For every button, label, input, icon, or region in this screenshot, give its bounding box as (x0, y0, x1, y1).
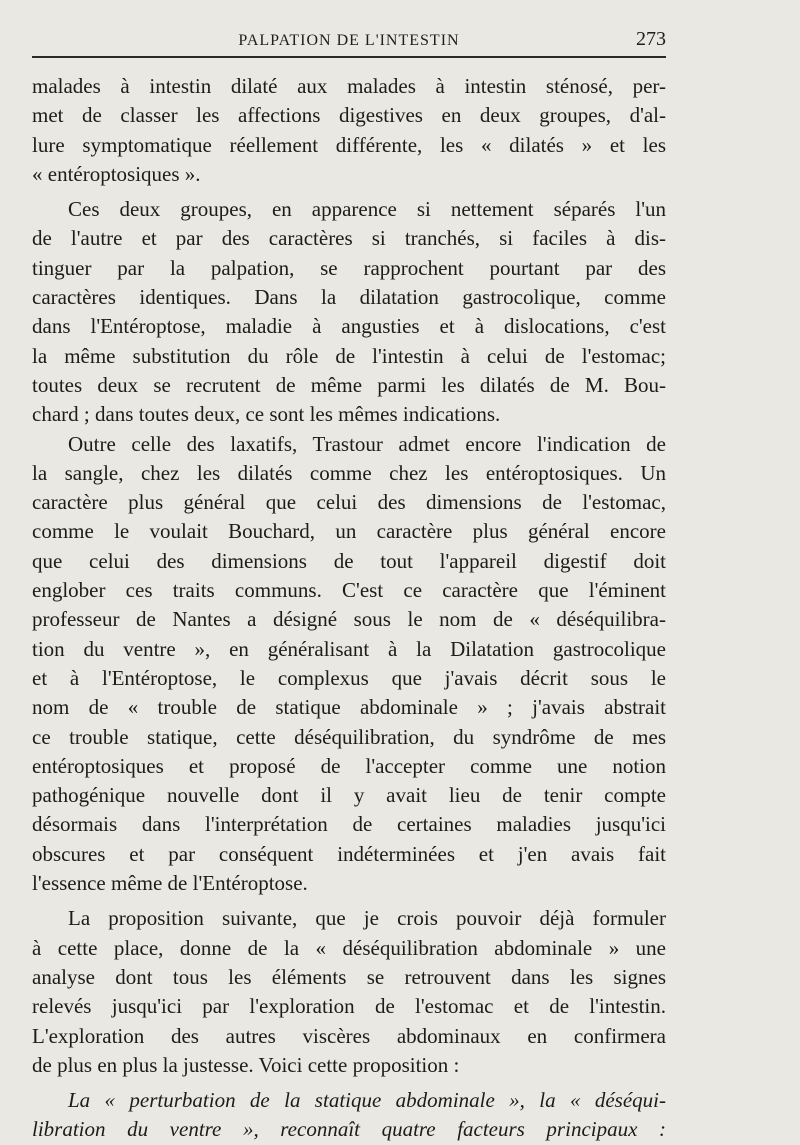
text-line: à cette place, donne de la « déséquilibration abdominale » une (32, 935, 666, 960)
header-rule (32, 56, 666, 58)
text-line: de l'autre et par des caractères si tranchés, si faciles à dis- (32, 226, 666, 251)
page-number: 273 (636, 28, 666, 50)
text-line: l'essence même de l'Entéroptose. (32, 871, 308, 896)
text-line: ce trouble statique, cette déséquilibration, du syndrôme de mes (32, 724, 666, 749)
text-line: de plus en plus la justesse. Voici cette proposition : (32, 1052, 460, 1077)
paragraph (32, 72, 666, 189)
text-line: toutes deux se recrutent de même parmi les dilatés de M. Bou- (32, 372, 666, 397)
text-line: que celui des dimensions de tout l'appareil digestif doit (32, 548, 666, 573)
text-line: comme le voulait Bouchard, un caractère plus général encore (32, 519, 666, 544)
text-line: nom de « trouble de statique abdominale » ; j'avais abstrait (32, 695, 666, 720)
text-line: pathogénique nouvelle dont il y avait lieu de tenir compte (32, 783, 666, 808)
paragraph (32, 195, 666, 429)
running-head (32, 26, 666, 56)
paragraph (32, 430, 666, 899)
text-line: libration du ventre », reconnaît quatre facteurs principaux : (32, 1117, 666, 1142)
text-line: Ces deux groupes, en apparence si nettement séparés l'un (68, 197, 666, 222)
text-line: la même substitution du rôle de l'intestin à celui de l'estomac; (32, 343, 666, 368)
text-line: « entéroptosiques ». (32, 161, 201, 186)
text-line: La « perturbation de la statique abdominale », la « déséqui- (68, 1088, 666, 1113)
paragraph (32, 904, 666, 1080)
text-line: L'exploration des autres viscères abdominaux en confirmera (32, 1023, 666, 1048)
text-line: obscures et par conséquent indéterminées et j'en avais fait (32, 841, 666, 866)
text-line: dans l'Entéroptose, maladie à angusties et à dislocations, c'est (32, 314, 666, 339)
text-line: analyse dont tous les éléments se retrouvent dans les signes (32, 964, 666, 989)
text-line: entéroptosiques et proposé de l'accepter comme une notion (32, 753, 666, 778)
text-line: Outre celle des laxatifs, Trastour admet encore l'indication de (68, 431, 666, 456)
text-line: englober ces traits communs. C'est ce caractère que l'éminent (32, 578, 666, 603)
text-line: désormais dans l'interprétation de certaines maladies jusqu'ici (32, 812, 666, 837)
body-text (32, 72, 666, 1145)
text-line: caractères identiques. Dans la dilatation gastrocolique, comme (32, 285, 666, 310)
text-line: tinguer par la palpation, se rapprochent pourtant par des (32, 255, 666, 280)
paragraph-italic (32, 1086, 666, 1145)
text-line: relevés jusqu'ici par l'exploration de l'estomac et de l'intestin. (32, 994, 666, 1019)
text-line: chard ; dans toutes deux, ce sont les mêmes indications. (32, 402, 501, 427)
text-line: la sangle, chez les dilatés comme chez les entéroptosiques. Un (32, 460, 666, 485)
text-line: met de classer les affections digestives en deux groupes, d'al- (32, 103, 666, 128)
text-line: malades à intestin dilaté aux malades à intestin sténosé, per- (32, 74, 666, 98)
text-line: La proposition suivante, que je crois pouvoir déjà formuler (68, 906, 666, 931)
text-line: caractère plus général que celui des dimensions de l'estomac, (32, 490, 666, 515)
text-line: tion du ventre », en généralisant à la Dilatation gastrocolique (32, 636, 666, 661)
text-line: et à l'Entéroptose, le complexus que j'avais décrit sous le (32, 665, 666, 690)
text-line: lure symptomatique réellement différente, les « dilatés » et les (32, 132, 666, 157)
text-line: professeur de Nantes a désigné sous le nom de « déséquilibra- (32, 607, 666, 632)
running-title: PALPATION DE L'INTESTIN (238, 32, 460, 49)
